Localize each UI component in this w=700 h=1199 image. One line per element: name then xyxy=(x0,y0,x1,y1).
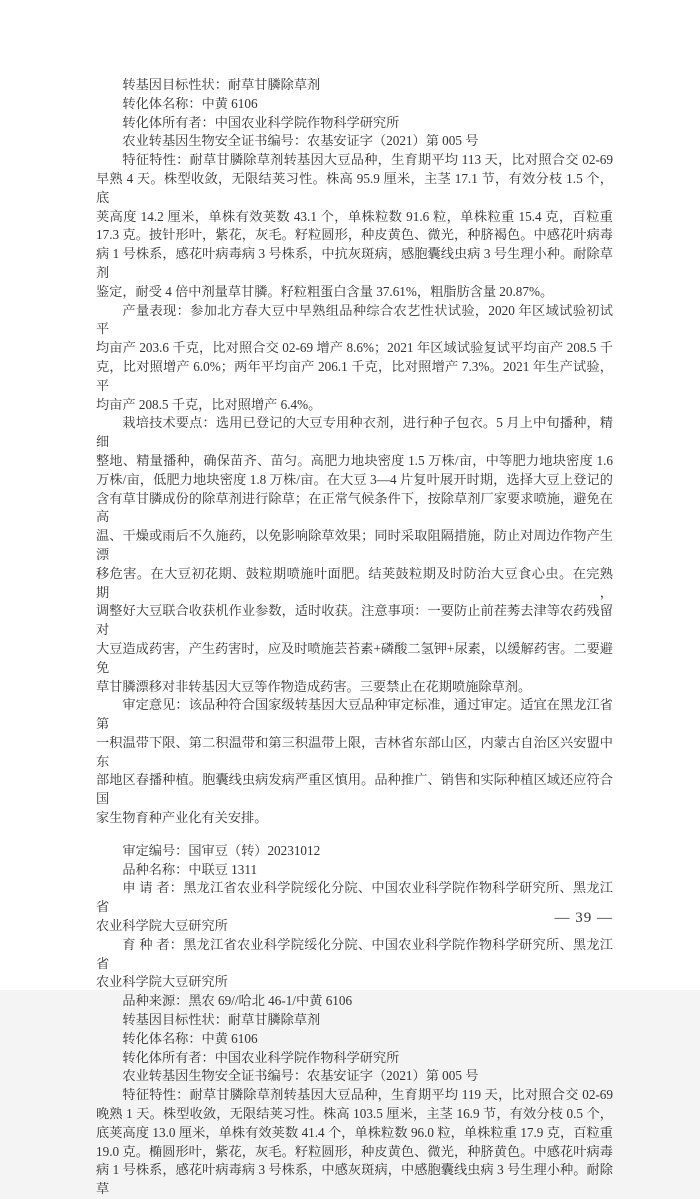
text-line: 审定意见：该品种符合国家级转基因大豆品种审定标准，通过审定。适宜在黑龙江省第 xyxy=(96,697,613,732)
paragraph xyxy=(96,151,613,301)
paragraph xyxy=(96,1086,613,1199)
text-line: 调整好大豆联合收获机作业参数，适时收获。注意事项：一要防止前茬莠去津等农药残留对 xyxy=(96,603,613,638)
text-line: 晚熟 1 天。株型收敛，无限结荚习性。株高 103.5 厘米，主茎 16.9 节，有效分枝 0.5 个， xyxy=(96,1106,613,1122)
text-line: 万株/亩，低肥力地块密度 1.8 万株/亩。在大豆 3—4 片复叶展开时期，选择大豆上登记的 xyxy=(96,471,613,487)
text-line: 品种名称：中联豆 1311 xyxy=(122,861,258,877)
page-number: — 39 — xyxy=(554,910,613,926)
entry-guoshendou-zhuan-20231012 xyxy=(96,842,613,1199)
text-line: 转化体名称：中黄 6106 xyxy=(122,1030,258,1046)
paragraph xyxy=(96,842,613,861)
paragraph xyxy=(96,861,613,880)
text-line: 草甘膦漂移对非转基因大豆等作物造成药害。三要禁止在花期喷施除草剂。 xyxy=(96,678,532,694)
text-line: 审定编号：国审豆（转）20231012 xyxy=(122,842,321,858)
paragraph xyxy=(96,114,613,133)
text-line: 农业转基因生物安全证书编号：农基安证字（2021）第 005 号 xyxy=(122,133,479,149)
text-line: 产量表现：参加北方春大豆中早熟组品种综合农艺性状试验，2020 年区域试验初试平 xyxy=(96,302,613,337)
text-line: 转化体名称：中黄 6106 xyxy=(122,95,258,111)
text-line: 品种来源：黑农 69//哈北 46-1/中黄 6106 xyxy=(122,993,353,1009)
paragraph xyxy=(96,1067,613,1086)
text-line: 病 1 号株系，感花叶病毒病 3 号株系，中抗灰斑病，感胞囊线虫病 3 号生理小种。耐除草剂 xyxy=(96,246,613,280)
text-line: 早熟 4 天。株型收敛，无限结荚习性。株高 95.9 厘米，主茎 17.1 节，有效分枝 1.5 个，底 xyxy=(96,170,613,205)
text-line: 底荚高度 13.0 厘米，单株有效荚数 41.4 个，单株粒数 96.0 粒，单株粒重 17.9 克，百粒重 xyxy=(96,1124,613,1140)
paragraph xyxy=(96,696,613,828)
paragraph xyxy=(96,95,613,114)
paragraph xyxy=(96,76,613,95)
text-line: 转化体所有者：中国农业科学院作物科学研究所 xyxy=(122,1049,400,1065)
paragraph xyxy=(96,936,613,992)
text-line: 特征特性：耐草甘膦除草剂转基因大豆品种，生育期平均 119 天，比对照合交 02-69 xyxy=(122,1087,613,1103)
paragraph xyxy=(96,1011,613,1030)
paragraph xyxy=(96,1049,613,1068)
text-line: 病 1 号株系，感花叶病毒病 3 号株系，中感灰斑病，中感胞囊线虫病 3 号生理小种。耐除草 xyxy=(96,1162,613,1197)
text-line: 农业科学院大豆研究所 xyxy=(96,974,228,990)
text-line: 育 种 者：黑龙江省农业科学院绥化分院、中国农业科学院作物科学研究所、黑龙江省 xyxy=(96,936,613,971)
entry-continuation-zhonghuang-6106 xyxy=(96,76,613,828)
text-line: 17.3 克。披针形叶，紫花，灰毛。籽粒圆形，种皮黄色、微光，种脐褐色。中感花叶病毒 xyxy=(96,227,613,243)
text-line: 整地、精量播种，确保苗齐、苗匀。高肥力地块密度 1.5 万株/亩，中等肥力地块密度 1.6 xyxy=(96,452,613,468)
text-line: 均亩产 208.5 千克，比对照增产 6.4%。 xyxy=(96,396,322,412)
text-line: 温、干燥或雨后不久施药，以免影响除草效果；同时采取阻隔措施，防止对周边作物产生漂 xyxy=(96,528,613,562)
text-line: 部地区春播种植。胞囊线虫病发病严重区慎用。品种推广、销售和实际种植区域还应符合国 xyxy=(96,772,613,807)
document-body xyxy=(96,76,613,1199)
text-line: 栽培技术要点：选用已登记的大豆专用种衣剂，进行种子包衣。5 月上中旬播种，精细 xyxy=(96,415,613,450)
text-line: 特征特性：耐草甘膦除草剂转基因大豆品种，生育期平均 113 天，比对照合交 02-69 xyxy=(122,152,613,168)
text-line: 申 请 者：黑龙江省农业科学院绥化分院、中国农业科学院作物科学研究所、黑龙江省 xyxy=(96,880,613,915)
text-line: 家生物育种产业化有关安排。 xyxy=(96,810,268,826)
text-line: 大豆造成药害，产生药害时，应及时喷施芸苔素+磷酸二氢钾+尿素，以缓解药害。二要避免 xyxy=(96,640,613,675)
text-line: 一积温带下限、第二积温带和第三积温带上限，吉林省东部山区，内蒙古自治区兴安盟中东 xyxy=(96,734,613,769)
text-line: 农业科学院大豆研究所 xyxy=(96,918,228,934)
paragraph xyxy=(96,992,613,1011)
text-line: 鉴定，耐受 4 倍中剂量草甘膦。籽粒粗蛋白含量 37.61%，粗脂肪含量 20.87%。 xyxy=(96,283,554,299)
text-line: 克，比对照增产 6.0%；两年平均亩产 206.1 千克，比对照增产 7.3%。2021 年生产试验，平 xyxy=(96,358,613,393)
text-line: 转化体所有者：中国农业科学院作物科学研究所 xyxy=(122,114,400,130)
text-line: 移危害。在大豆初花期、鼓粒期喷施叶面肥。结荚鼓粒期及时防治大豆食心虫。在完熟期， xyxy=(96,565,613,600)
text-line: 均亩产 203.6 千克，比对照合交 02-69 增产 8.6%；2021 年区域试验复试平均亩产 208.5 千 xyxy=(96,340,613,356)
text-line: 转基因目标性状：耐草甘膦除草剂 xyxy=(122,1012,321,1028)
paragraph xyxy=(96,1030,613,1049)
text-line: 荚高度 14.2 厘米，单株有效荚数 43.1 个，单株粒数 91.6 粒，单株粒重 15.4 克，百粒重 xyxy=(96,208,613,224)
paragraph xyxy=(96,132,613,151)
paragraph xyxy=(96,414,613,696)
text-line: 农业转基因生物安全证书编号：农基安证字（2021）第 005 号 xyxy=(122,1068,479,1084)
text-line: 19.0 克。椭圆形叶，紫花，灰毛。籽粒圆形，种皮黄色、微光，种脐黄色。中感花叶病毒 xyxy=(96,1143,613,1159)
text-line: 含有草甘膦成份的除草剂进行除草；在正常气候条件下，按除草剂厂家要求喷施，避免在高 xyxy=(96,490,613,525)
paragraph xyxy=(96,302,613,415)
text-line: 转基因目标性状：耐草甘膦除草剂 xyxy=(122,77,321,92)
